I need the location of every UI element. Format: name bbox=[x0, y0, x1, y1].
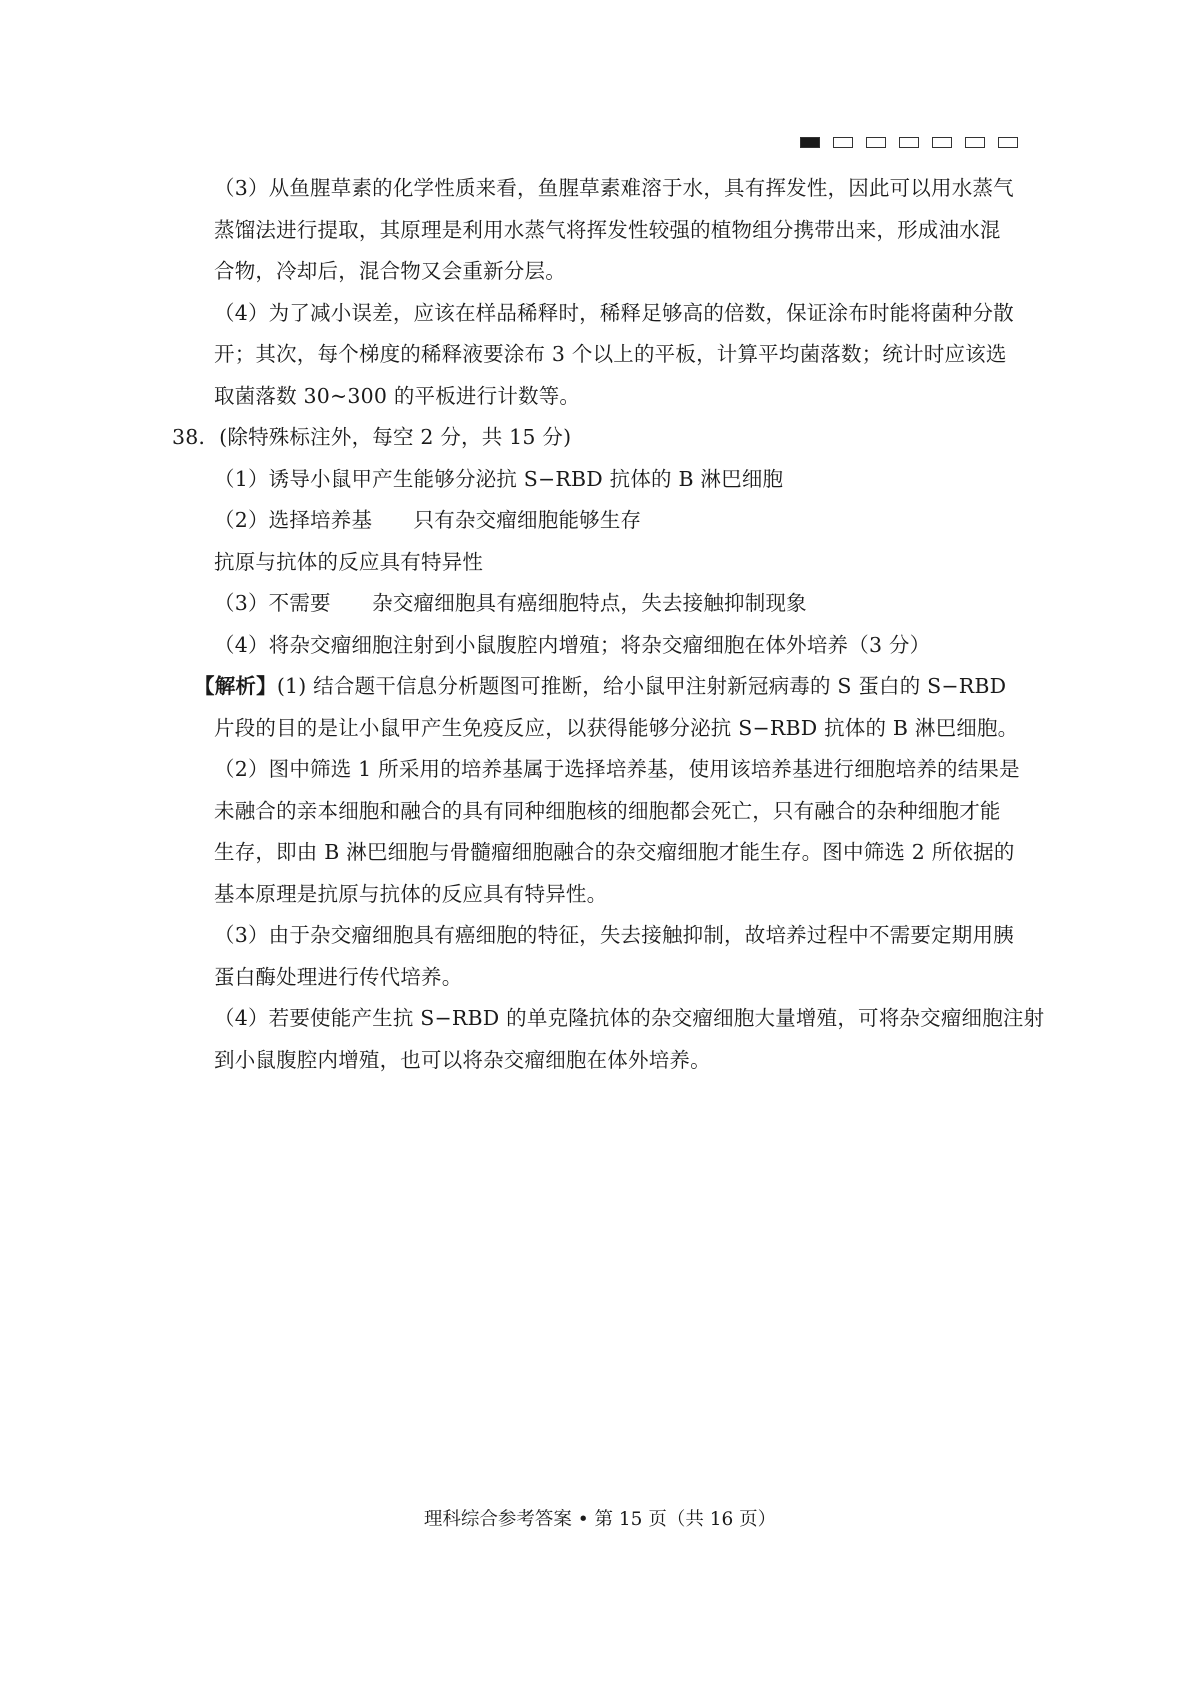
analysis-label: 【解析】 bbox=[194, 674, 277, 698]
question-heading: 38．(除特殊标注外，每空 2 分，共 15 分) bbox=[172, 425, 572, 449]
text-line: 片段的目的是让小鼠甲产生免疫反应，以获得能够分泌抗 S−RBD 抗体的 B 淋巴细胞。 bbox=[214, 715, 1019, 740]
text-line: 蒸馏法进行提取，其原理是利用水蒸气将挥发性较强的植物组分携带出来，形成油水混 bbox=[214, 217, 1001, 242]
marker-empty bbox=[833, 137, 853, 148]
text-line: （2）图中筛选 1 所采用的培养基属于选择培养基，使用该培养基进行细胞培养的结果是 bbox=[214, 757, 1020, 781]
text-line: （4）若要使能产生抗 S−RBD 的单克隆抗体的杂交瘤细胞大量增殖，可将杂交瘤细胞注射 bbox=[214, 1006, 1045, 1030]
text-line: （4）将杂交瘤细胞注射到小鼠腹腔内增殖；将杂交瘤细胞在体外培养（3 分） bbox=[214, 632, 931, 657]
marker-empty bbox=[998, 137, 1018, 148]
text-line: （3）不需要 杂交瘤细胞具有癌细胞特点，失去接触抑制现象 bbox=[214, 591, 807, 615]
page-footer: 理科综合参考答案 • 第 15 页（共 16 页） bbox=[423, 1509, 777, 1530]
text-line: 抗原与抗体的反应具有特异性 bbox=[214, 549, 484, 574]
answer-body bbox=[172, 168, 1045, 1081]
marker-empty bbox=[965, 137, 985, 148]
marker-empty bbox=[899, 137, 919, 148]
page-progress-markers bbox=[800, 137, 1018, 148]
text-line: （3）从鱼腥草素的化学性质来看，鱼腥草素难溶于水，具有挥发性，因此可以用水蒸气 bbox=[214, 176, 1014, 200]
text-line: （1）诱导小鼠甲产生能够分泌抗 S−RBD 抗体的 B 淋巴细胞 bbox=[214, 466, 784, 491]
text-line: 到小鼠腹腔内增殖，也可以将杂交瘤细胞在体外培养。 bbox=[214, 1047, 711, 1072]
marker-filled bbox=[800, 137, 820, 148]
marker-empty bbox=[932, 137, 952, 148]
text-line: （3）由于杂交瘤细胞具有癌细胞的特征，失去接触抑制，故培养过程中不需要定期用胰 bbox=[214, 923, 1014, 947]
text-line: 取菌落数 30~300 的平板进行计数等。 bbox=[214, 383, 581, 408]
text-line: （2）选择培养基 只有杂交瘤细胞能够生存 bbox=[214, 508, 642, 532]
analysis-heading-line: 【解析】(1) 结合题干信息分析题图可推断，给小鼠甲注射新冠病毒的 S 蛋白的 S−RBD bbox=[194, 674, 1007, 698]
text-line: 蛋白酶处理进行传代培养。 bbox=[214, 964, 463, 989]
marker-empty bbox=[866, 137, 886, 148]
text-line: 合物，冷却后，混合物又会重新分层。 bbox=[214, 259, 566, 283]
text-line: 开；其次，每个梯度的稀释液要涂布 3 个以上的平板，计算平均菌落数；统计时应该选 bbox=[214, 342, 1007, 366]
text-line: 基本原理是抗原与抗体的反应具有特异性。 bbox=[214, 881, 608, 906]
text-line: 生存，即由 B 淋巴细胞与骨髓瘤细胞融合的杂交瘤细胞才能生存。图中筛选 2 所依据的 bbox=[214, 840, 1015, 864]
text-line: 未融合的亲本细胞和融合的具有同种细胞核的细胞都会死亡，只有融合的杂种细胞才能 bbox=[214, 798, 1001, 823]
text-line: （4）为了减小误差，应该在样品稀释时，稀释足够高的倍数，保证涂布时能将菌种分散 bbox=[214, 300, 1014, 325]
